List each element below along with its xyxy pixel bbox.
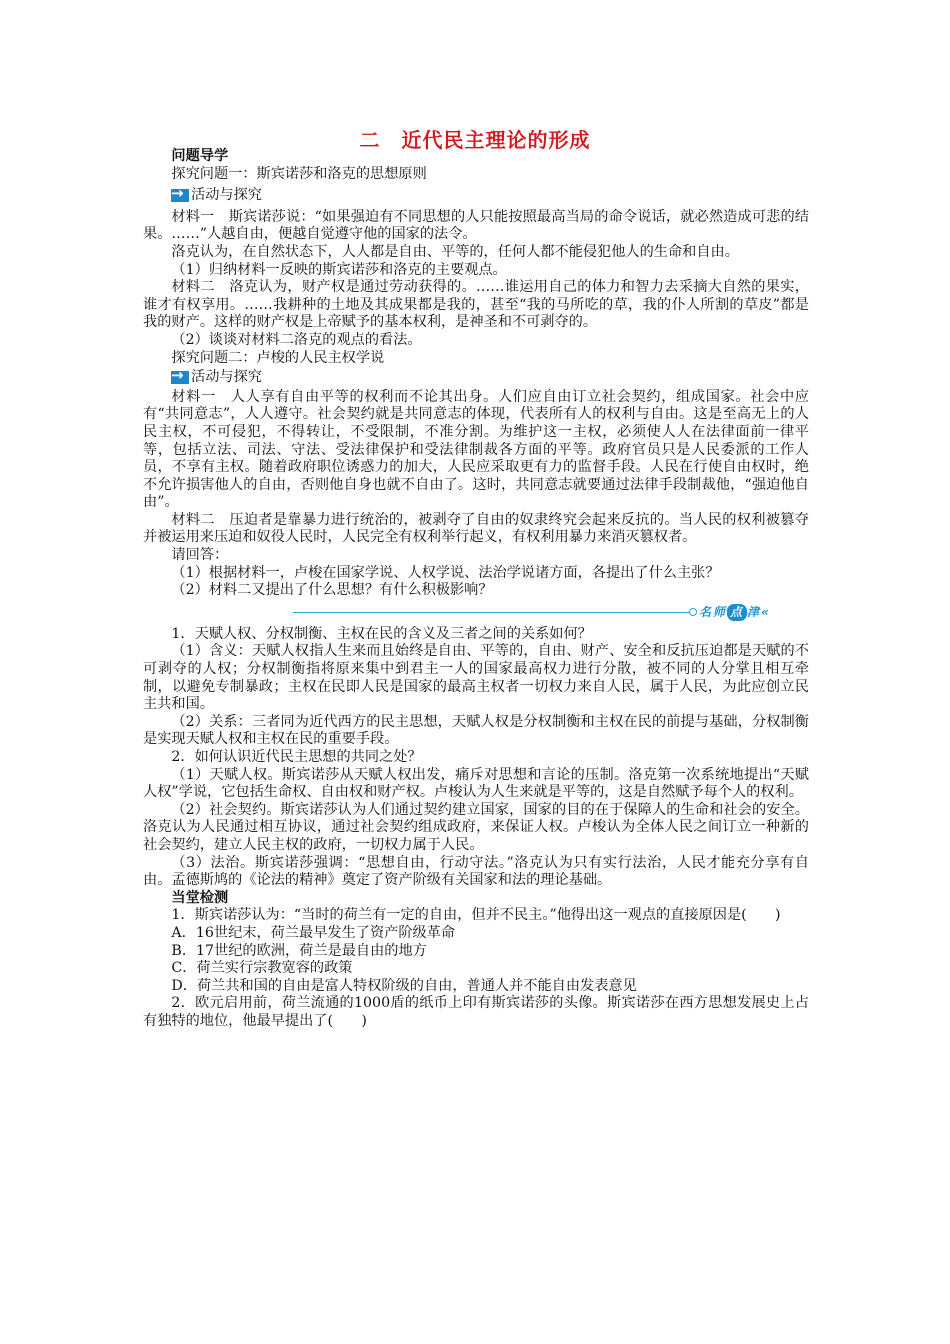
q2-material-1: 材料一 人人享有自由平等的权利而不论其出身。人们应自由订立社会契约，组成国家。社会中应有“共同意志”，人人遵守。社会契约就是共同意志的体现，代表所有人的权利与自由。这是至高无上的人民主权，不可侵犯，不得转让，不受限制，不准分割。为维护这一主权，必须使人人在法律面前一律平等，包括立法、司法、守法、受法律保护和受法律制裁各方面的平等。政府官员只是人民委派的工作人员，不享有主权。随着政府职位诱惑力的加大，人民应采取更有力的监督手段。人民在行使自由权时，绝不允许损害他人的自由，否则他自身也就不自由了。这时，共同意志就要通过法律手段制裁他，“强迫他自由”。 — [143, 388, 809, 511]
test-1-question: 1．斯宾诺莎认为：“当时的荷兰有一定的自由，但并不民主。”他得出这一观点的直接原因是( ) — [171, 907, 781, 924]
divider-line — [293, 612, 691, 613]
question-2-heading: 探究问题二：卢梭的人民主权学说 — [171, 349, 385, 366]
test-1-option-c: C．荷兰实行宗教宽容的政策 — [171, 960, 353, 977]
q1-material-2: 材料二 洛克认为，财产权是通过劳动获得的。……谁运用自己的体力和智力去采摘大自然的果实，谁才有权享用。……我耕种的土地及其成果都是我的，甚至“我的马所吃的草，我的仆人所割的草皮”都是我的财产。这样的财产权是上帝赋予的基本权利，是神圣和不可剥夺的。 — [143, 279, 809, 331]
arrow-icon — [171, 189, 189, 202]
question-1-heading: 探究问题一：斯宾诺莎和洛克的思想原则 — [171, 165, 427, 182]
test-1-option-b: B．17世纪的欧洲，荷兰是最自由的地方 — [171, 942, 427, 959]
q1-material-1: 材料一 斯宾诺莎说：“如果强迫有不同思想的人只能按照最高当局的命令说话，就必然造成可悲的结果。……”人越自由，便越自觉遵守他的国家的法令。 — [143, 208, 809, 243]
q2-task-2: （2）材料二又提出了什么思想？有什么积极影响？ — [171, 582, 493, 599]
q2-material-2: 材料二 压迫者是靠暴力进行统治的，被剥夺了自由的奴隶终究会起来反抗的。当人民的权利被篡夺并被运用来压迫和奴役人民时，人民完全有权利举行起义，有权利用暴力来消灭篡权者。 — [143, 511, 809, 546]
test-1-option-d: D．荷兰共和国的自由是富人特权阶级的自由，普通人并不能自由发表意见 — [171, 977, 637, 994]
q1-task-1: （1）归纳材料一反映的斯宾诺莎和洛克的主要观点。 — [171, 261, 507, 278]
tip-1-answer-meaning: （1）含义：天赋人权指人生来而且始终是自由、平等的，自由、财产、安全和反抗压迫都是天赋的不可剥夺的人权；分权制衡指将原来集中到君主一人的国家最高权力进行分散，被不同的人分掌且相互牵制，以避免专制暴政；主权在民即人民是国家的最高主权者一切权力来自人民，属于人民，为此应创立民主共和国。 — [143, 643, 809, 713]
activity-marker-2 — [143, 369, 809, 387]
tip-2-answer-social-contract: （2）社会契约。斯宾诺莎认为人们通过契约建立国家，国家的目的在于保障人的生命和社会的安全。洛克认为人民通过相互协议，通过社会契约组成政府，来保证人权。卢梭认为全体人民之间订立一种新的社会契约，建立人民主权的政府，一切权力属于人民。 — [143, 801, 809, 853]
teacher-tips-divider — [143, 604, 809, 620]
tip-2-answer-rule-of-law: （3）法治。斯宾诺莎强调：“思想自由，行动守法。”洛克认为只有实行法治，人民才能充分享有自由。孟德斯鸠的《论法的精神》奠定了资产阶级有关国家和法的理论基础。 — [143, 854, 809, 889]
tip-2-answer-natural-rights: （1）天赋人权。斯宾诺莎从天赋人权出发，痛斥对思想和言论的压制。洛克第一次系统地提出“天赋人权”学说，它包括生命权、自由权和财产权。卢梭认为人生来就是平等的，这是自然赋予每个人的权利。 — [143, 766, 809, 801]
teacher-tips-badge: 名师 点 津« — [699, 604, 799, 620]
q1-task-2: （2）谈谈对材料二洛克的观点的看法。 — [171, 331, 422, 348]
q1-material-1-locke: 洛克认为，在自然状态下，人人都是自由、平等的，任何人都不能侵犯他人的生命和自由。 — [171, 243, 739, 260]
document-body — [143, 148, 809, 1031]
tip-2-question: 2．如何认识近代民主思想的共同之处？ — [171, 749, 422, 765]
q2-task-1: （1）根据材料一，卢梭在国家学说、人权学说、法治学说诸方面，各提出了什么主张？ — [171, 564, 720, 581]
page-title: 二 近代民主理论的形成 — [359, 128, 591, 152]
test-heading: 当堂检测 — [171, 889, 229, 906]
tip-1-answer-relation: （2）关系：三者同为近代西方的民主思想，天赋人权是分权制衡和主权在民的前提与基础，分权制衡是实现天赋人权和主权在民的重要手段。 — [143, 713, 809, 748]
divider-dot — [689, 608, 697, 616]
arrow-icon — [171, 371, 189, 384]
activity-marker-1 — [143, 187, 809, 205]
test-1-option-a: A．16世纪末，荷兰最早发生了资产阶级革命 — [171, 924, 456, 941]
q2-ask: 请回答： — [171, 547, 229, 564]
test-2-question: 2．欧元启用前，荷兰流通的1000盾的纸币上印有斯宾诺莎的头像。斯宾诺莎在西方思想发展史上占有独特的地位，他最早提出了( ) — [143, 995, 809, 1029]
tip-1-question: 1．天赋人权、分权制衡、主权在民的含义及三者之间的关系如何？ — [171, 625, 592, 642]
activity-label: 活动与探究 — [191, 187, 262, 204]
activity-label: 活动与探究 — [191, 369, 262, 386]
guide-heading: 问题导学 — [171, 148, 229, 164]
